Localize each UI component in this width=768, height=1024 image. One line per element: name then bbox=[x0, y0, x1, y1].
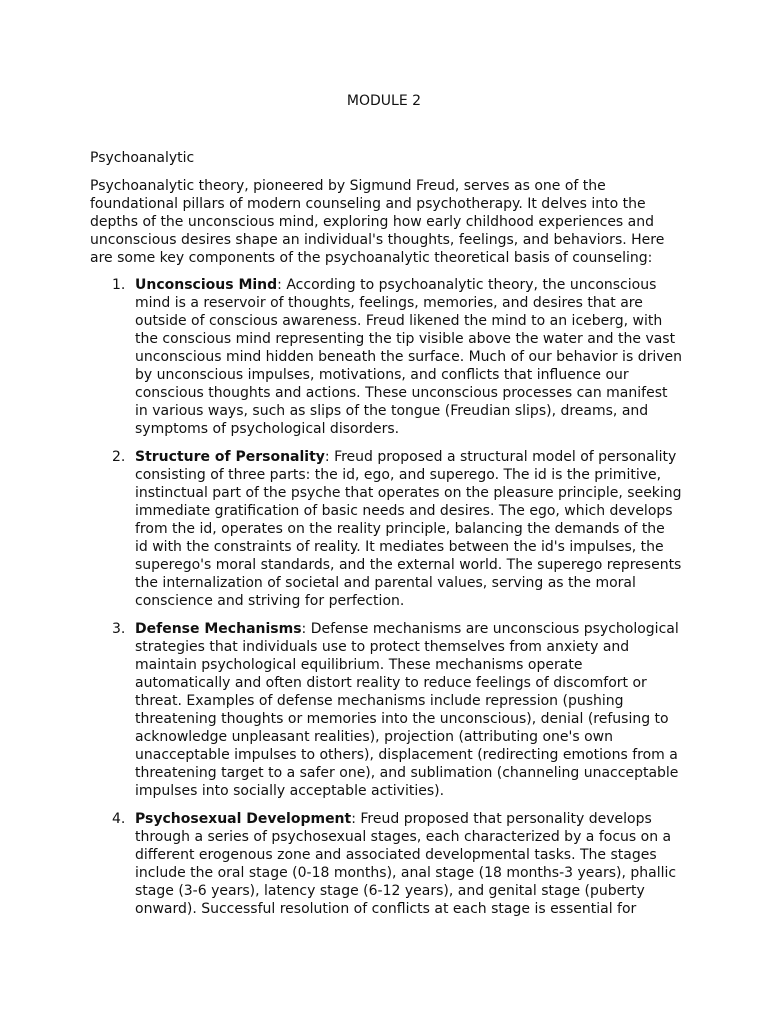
list-item bbox=[90, 620, 682, 800]
list-item-text: : Freud proposed a structural model of personality consisting of three parts: the id, ego, and superego. The id is the primitive, instinctual part of the psyche that operates on the pleasure principle, seeking immediate gratification of basic needs and desires. The ego, which develops from the id, operates on the reality principle, balancing the demands of the id with the constraints of reality. It mediates between the id's impulses, the superego's moral standards, and the external world. The superego represents the internalization of societal and parental values, serving as the moral conscience and striving for perfection. bbox=[135, 449, 682, 609]
intro-paragraph: Psychoanalytic theory, pioneered by Sigmund Freud, serves as one of the foundational pillars of modern counseling and psychotherapy. It delves into the depths of the unconscious mind, exploring how early childhood experiences and unconscious desires shape an individual's thoughts, feelings, and behaviors. Here are some key components of the psychoanalytic theoretical basis of counseling: bbox=[90, 178, 665, 266]
list-item-number: 1. bbox=[112, 277, 126, 293]
list-item bbox=[90, 276, 682, 438]
list-item-text: : Defense mechanisms are unconscious psychological strategies that individuals use to protect themselves from anxiety and maintain psychological equilibrium. These mechanisms operate automatically and often distort reality to reduce feelings of discomfort or threat. Examples of defense mechanisms include repression (pushing threatening thoughts or memories into the unconscious), denial (refusing to acknowledge unpleasant realities), projection (attributing one's own unacceptable impulses to others), displacement (redirecting emotions from a threatening target to a safer one), and sublimation (channeling unacceptable impulses into socially acceptable activities). bbox=[135, 621, 679, 799]
list-item-text: : According to psychoanalytic theory, the unconscious mind is a reservoir of thoughts, feelings, memories, and desires that are outside of conscious awareness. Freud likened the mind to an iceberg, with the conscious mind representing the tip visible above the water and the vast unconscious mind hidden beneath the surface. Much of our behavior is driven by unconscious impulses, motivations, and conflicts that influence our conscious thoughts and actions. These unconscious processes can manifest in various ways, such as slips of the tongue (Freudian slips), dreams, and symptoms of psychological disorders. bbox=[135, 277, 682, 437]
list-item-number: 4. bbox=[112, 811, 126, 827]
list-item-term: Psychosexual Development bbox=[135, 811, 352, 827]
list-item bbox=[90, 810, 682, 918]
list-item-term: Structure of Personality bbox=[135, 449, 325, 465]
list-item bbox=[90, 448, 682, 610]
page-title: MODULE 2 bbox=[346, 93, 422, 109]
components-list bbox=[90, 276, 682, 928]
section-heading: Psychoanalytic bbox=[90, 150, 195, 166]
list-item-term: Unconscious Mind bbox=[135, 277, 278, 293]
list-item-number: 3. bbox=[112, 621, 126, 637]
list-item-text: : Freud proposed that personality develops through a series of psychosexual stages, each characterized by a focus on a different erogenous zone and associated developmental tasks. The stages include the oral stage (0-18 months), anal stage (18 months-3 years), phallic stage (3-6 years), latency stage (6-12 years), and genital stage (puberty onward). Successful resolution of conflicts at each stage is essential for bbox=[135, 811, 677, 917]
list-item-term: Defense Mechanisms bbox=[135, 621, 302, 637]
list-item-number: 2. bbox=[112, 449, 126, 465]
